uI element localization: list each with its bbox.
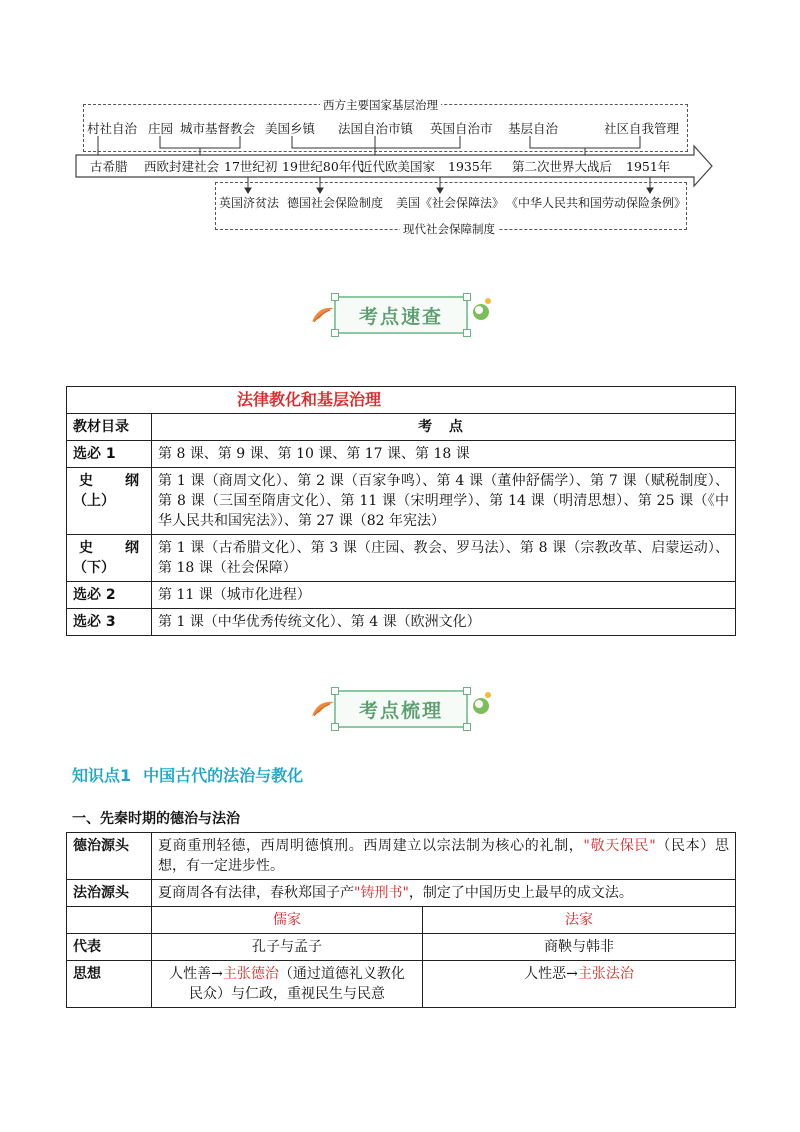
arrow-item: 1935年 bbox=[448, 159, 493, 174]
top-item: 社区自我管理 bbox=[604, 121, 680, 136]
top-item: 美国乡镇 bbox=[265, 121, 316, 136]
arrow-item: 17世纪初 bbox=[224, 159, 278, 174]
top-item: 村社自治 bbox=[87, 121, 138, 136]
top-item: 城市基督教会 bbox=[180, 121, 256, 136]
bottom-item: 德国社会保险制度 bbox=[287, 196, 384, 210]
row-label: 选必 2 bbox=[67, 582, 152, 609]
row-content: 第 11 课（城市化进程） bbox=[152, 582, 736, 609]
header-col1: 教材目录 bbox=[67, 414, 152, 441]
leaf-icon bbox=[310, 304, 336, 324]
row-label: 史 纲 （上） bbox=[67, 468, 152, 535]
dezhi-content: 夏商重刑轻德，西周明德慎刑。西周建立以宗法制为核心的礼制，"敬天保民"（民本）思想，有一定进步性。 bbox=[152, 833, 736, 880]
arrow-item: 古希腊 bbox=[90, 159, 128, 174]
row-content: 第 1 课（古希腊文化）、第 3 课（庄园、教会、罗马法）、第 8 课（宗教改革、启蒙运动）、第 18 课（社会保障） bbox=[152, 535, 736, 582]
bottom-item: 英国济贫法 bbox=[219, 196, 280, 210]
timeline-diagram bbox=[0, 0, 800, 250]
sixiang-label: 思想 bbox=[67, 961, 152, 1008]
row-content: 第 1 课（商周文化）、第 2 课（百家争鸣）、第 4 课（董仲舒儒学）、第 7 课（赋税制度）、第 8 课（三国至隋唐文化）、第 11 课（宋明理学）、第 14 课（明清思想）、第 25 课（《中华人民共和国宪法》）、第 27 课（82 年宪法） bbox=[152, 468, 736, 535]
syllabus-table bbox=[66, 386, 736, 636]
syllabus-title: 法律教化和基层治理 bbox=[67, 387, 736, 414]
top-item: 法国自治市镇 bbox=[338, 121, 414, 136]
daibiao-fajia: 商鞅与韩非 bbox=[423, 934, 736, 961]
ball-icon bbox=[470, 296, 494, 324]
banner-kaodian-suchá bbox=[0, 282, 800, 352]
bottom-item: 美国《社会保障法》 bbox=[396, 196, 505, 210]
bottom-item: 《中华人民共和国劳动保险条例》 bbox=[506, 196, 687, 210]
arrow-item: 1951年 bbox=[626, 159, 671, 174]
banner-label: 考点速查 bbox=[334, 296, 468, 334]
arrow-item: 西欧封建社会 bbox=[144, 159, 220, 174]
school-rujia: 儒家 bbox=[152, 907, 423, 934]
knowledge-heading: 知识点1 中国古代的法治与教化 bbox=[72, 766, 304, 785]
banner-kaodian-shuli bbox=[0, 676, 800, 746]
row-label: 选必 3 bbox=[67, 609, 152, 636]
row-label: 选必 1 bbox=[67, 441, 152, 468]
section-subheading: 一、先秦时期的德治与法治 bbox=[72, 811, 240, 827]
row-label: 史 纲 （下） bbox=[67, 535, 152, 582]
empty-cell bbox=[67, 907, 152, 934]
dezhi-label: 德治源头 bbox=[67, 833, 152, 880]
top-item: 庄园 bbox=[148, 121, 174, 136]
header-col2: 考 点 bbox=[152, 414, 736, 441]
top-item: 英国自治市 bbox=[430, 121, 493, 136]
daibiao-label: 代表 bbox=[67, 934, 152, 961]
sixiang-rujia: 人性善→主张德治（通过道德礼义教化民众）与仁政，重视民生与民意 bbox=[152, 961, 423, 1008]
top-caption: 西方主要国家基层治理 bbox=[320, 97, 441, 113]
arrow-item: 近代欧美国家 bbox=[360, 159, 436, 174]
row-content: 第 1 课（中华优秀传统文化）、第 4 课（欧洲文化） bbox=[152, 609, 736, 636]
school-fajia: 法家 bbox=[423, 907, 736, 934]
row-content: 第 8 课、第 9 课、第 10 课、第 17 课、第 18 课 bbox=[152, 441, 736, 468]
fazhi-content: 夏商周各有法律，春秋郑国子产"铸刑书"，制定了中国历史上最早的成文法。 bbox=[152, 880, 736, 907]
fazhi-label: 法治源头 bbox=[67, 880, 152, 907]
leaf-icon bbox=[310, 698, 336, 718]
ball-icon bbox=[470, 690, 494, 718]
sixiang-fajia: 人性恶→主张法治 bbox=[423, 961, 736, 1008]
history-table bbox=[66, 832, 736, 1008]
top-item: 基层自治 bbox=[508, 121, 559, 136]
banner-label: 考点梳理 bbox=[334, 690, 468, 728]
arrow-item: 19世纪80年代 bbox=[282, 159, 364, 174]
arrow-item: 第二次世界大战后 bbox=[512, 159, 613, 174]
bottom-caption: 现代社会保障制度 bbox=[400, 221, 498, 237]
daibiao-rujia: 孔子与孟子 bbox=[152, 934, 423, 961]
